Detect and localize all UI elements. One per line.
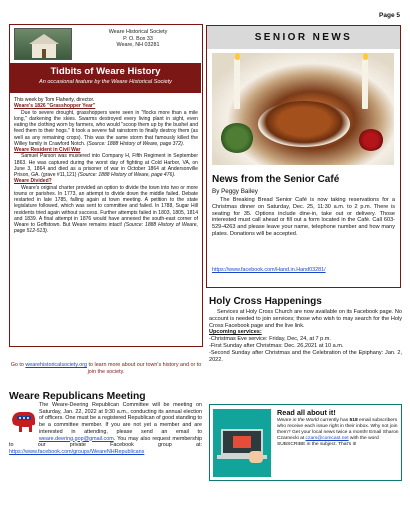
history-intro: This week by Tom Flaherty, director. — [14, 97, 95, 103]
history-source: (Source: 1888 History of Weare, page 372). — [86, 140, 185, 147]
historical-society-logo — [14, 28, 72, 60]
history-body — [14, 97, 198, 235]
republicans-text-2: . You may also request membership to our private Facebook group at: — [9, 435, 202, 449]
history-source: (Source: 1888 History of Weare, page 476). — [77, 172, 176, 178]
holy-cross-title: Holy Cross Happenings — [209, 296, 322, 307]
email-laptop-illustration — [213, 409, 271, 477]
org-box: P. O. Box 33 — [123, 35, 153, 42]
holy-cross-text: Services at Holy Cross Church are now available on its Facebook page. No account is needed to join services; those who wish to may search for the Holy Cross Facebook page and the live link. — [209, 309, 402, 329]
org-name: Weare Historical Society — [108, 29, 168, 35]
history-link-note — [9, 362, 203, 375]
republicans-facebook-link[interactable]: https://www.facebook.com/groups/WeareNHRepublicans — [9, 448, 145, 455]
history-heading-civil-war: Weare Resident in Civil War — [14, 147, 81, 153]
republicans-text: The Weare-Deering Republican Committee will be meeting on Saturday, Jan. 22, 2022 at 9:30 a.m., conducting its annual election of officers. One must be a registered Republican of good standing to be a committee member. If you are not yet a member and are interested in attending, please send an email to — [39, 402, 202, 435]
republicans-title: Weare Republicans Meeting — [9, 391, 146, 402]
read-all-title: Read all about it! — [277, 408, 336, 417]
link-pre: Go to — [10, 362, 26, 368]
service-item: -Second Sunday after Christmas and the Celebration of the Epiphany: Jan. 2, 2022. — [209, 349, 402, 363]
read-text-2: email subscribers who receive each issue right in their inbox. Why not join them? Get your local news twice a month! Email Sharon Czarnecki at — [277, 418, 399, 442]
subscribe-email-link[interactable]: czars@comcast.net — [305, 436, 349, 442]
history-heading-divided: Weare Divided? — [14, 178, 52, 185]
page-number: Page 5 — [379, 12, 400, 19]
history-header — [10, 25, 201, 67]
elephant-icon — [9, 402, 37, 438]
history-text: Samuel Parson was mustered into Company H, Fifth Regiment in September 1863. He was captured during the worst day of fighting at Cold Harbor, VA, on June 3, 1864 and died as a prisoner of war in October 1864 at Andersonville Prison, GA. (grave #11,121) — [14, 153, 198, 178]
history-text: Weare's original charter provided an option to divide the town into two or more towns or parishes. In 1773, an attempt to divide down the middle failed. Debate restarted in late 1785, falling again at town meeting. A petition to the state legislature followed, which was sent to committee and failed. In 1788, Sugar Hill residents tried again without success. Further attempts failed in 1803, 1805, 1814 and 1839. A final attempt in 1876 would have annexed the south-east corner of Weare to Goffstown. But Weare remains intact! — [14, 184, 198, 228]
senior-byline: By Peggy Bailey — [212, 188, 258, 195]
history-title: Tidbits of Weare History — [50, 66, 161, 77]
history-title-band — [10, 63, 201, 93]
read-text-1: currently has — [318, 418, 350, 423]
senior-news-section — [206, 25, 401, 288]
senior-facebook-link[interactable]: https://www.facebook.com/Hand.in.Hand03281/ — [212, 267, 326, 273]
history-subtitle: An occasional feature by the Weare Historical Society — [39, 79, 172, 85]
senior-news-band: SENIOR NEWS — [207, 26, 400, 49]
read-all-text — [277, 418, 400, 448]
subscribe-box — [209, 404, 402, 481]
senior-link-wrap — [212, 267, 326, 273]
history-heading-grasshopper: Weare's 1826 "Grasshopper Year" — [14, 103, 96, 110]
service-item: -Christmas Eve service: Friday, Dec, 24, at 7 p.m. — [209, 336, 331, 343]
history-section — [9, 24, 203, 347]
history-society-link[interactable]: wearehistoricalsociety.org — [25, 362, 87, 368]
elephant-logo — [9, 402, 39, 438]
history-paragraph — [14, 153, 198, 178]
subscriber-count: 518 — [349, 418, 358, 423]
org-address — [80, 29, 196, 49]
upcoming-services-label: Upcoming services: — [209, 329, 262, 336]
holy-cross-body — [209, 309, 402, 363]
history-source: (Source: 1888 History of Weare, page 512-513). — [14, 222, 199, 235]
publication-name: Weare in the World — [277, 418, 319, 423]
christmas-dinner-photo — [212, 53, 394, 165]
republicans-email-link[interactable]: weare.deering.gop@gmail.com — [39, 435, 114, 442]
link-post: to learn more about our town's history and or to join the society. — [87, 362, 202, 375]
senior-cafe-body: The Breaking Bread Senior Café is now taking reservations for a Christmas dinner on Saturday, Dec. 25, 11:30 a.m. to 2 p.m. There is seating for 35. Options include dine-in, take out or delivery. Those interested must call ahead or fill out a form located in the Café. Call 603-529-4263 and please leave your name, telephone number and how many plates. Donations will be accepted. — [212, 197, 395, 237]
senior-cafe-title: News from the Senior Café — [212, 174, 340, 185]
service-item: -First Sunday after Christmas: Dec. 26,2021 at 10 a.m. — [209, 342, 344, 349]
history-paragraph — [14, 185, 198, 235]
history-paragraph — [14, 110, 198, 148]
read-text-3: with the word SUBSCRIBE in the subject. That's it! — [277, 436, 379, 448]
republicans-body — [9, 402, 202, 456]
history-text: Due to severe drought, grasshoppers were seen in "flocks more than a mile long," darkening the skies. Swarms destroyed every living plant in sight, even eating the clothing worn by farmers, who would "scoop them up by the bushel and feed them to their hogs." It took a severe fall rainstorm to finally destroy them (as well as any remaining crops). This was the same storm that famously killed the Willey family in Crawford Notch. — [14, 109, 198, 147]
org-town: Weare, NH 03281 — [116, 42, 160, 49]
